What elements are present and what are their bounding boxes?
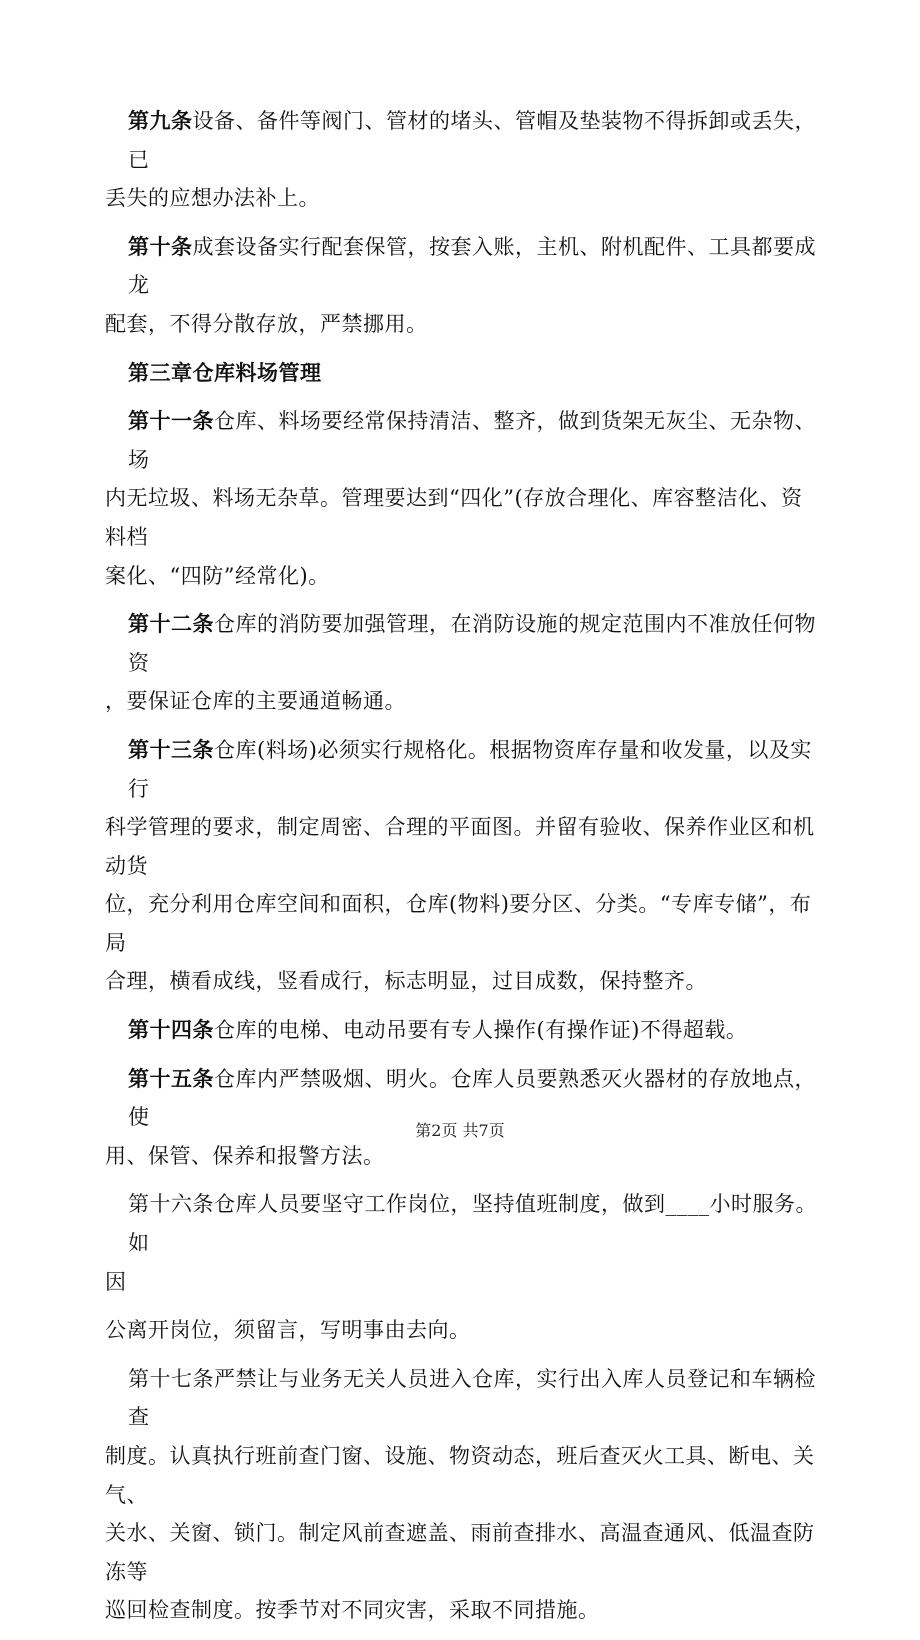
article-14-lead: 第十四条	[128, 1017, 214, 1043]
article-10-text-1: 成套设备实行配套保管，按套入账，主机、附机配件、工具都要成龙	[128, 234, 816, 298]
article-9-lead: 第九条	[128, 108, 193, 133]
article-16-text-3: 公离开岗位，须留言，写明事由去向。	[105, 1318, 471, 1343]
article-10	[105, 228, 818, 344]
article-10-text-2: 配套，不得分散存放，严禁挪用。	[105, 311, 428, 336]
article-11-text-1: 仓库、料场要经常保持清洁、整齐，做到货架无灰尘、无杂物、场	[128, 409, 816, 472]
article-10-lead: 第十条	[128, 233, 193, 259]
article-16-text-1: 第十六条仓库人员要坚守工作岗位，坚持值班制度，做到____小时服务。如	[128, 1192, 817, 1256]
article-17	[105, 1360, 818, 1630]
article-16-text-2: 因	[105, 1269, 127, 1294]
article-11	[105, 402, 818, 595]
article-13-text-2: 科学管理的要求，制定周密、合理的平面图。并留有验收、保养作业区和机动货	[105, 815, 815, 878]
article-17-text-1: 第十七条严禁让与业务无关人员进入仓库，实行出入库人员登记和车辆检查	[128, 1366, 816, 1430]
article-11-text-3: 案化、“四防”经常化)。	[105, 563, 330, 588]
article-14	[128, 1011, 818, 1050]
article-17-text-2: 制度。认真执行班前查门窗、设施、物资动态，班后查灭火工具、断电、关气、	[105, 1444, 815, 1507]
article-13-text-3: 位，充分利用仓库空间和面积，仓库(物料)要分区、分类。“专库专储”，布局	[105, 892, 812, 955]
article-15-text-2: 用、保管、保养和报警方法。	[105, 1143, 385, 1168]
article-13-lead: 第十三条	[128, 736, 214, 762]
article-9	[105, 102, 818, 218]
article-14-text-1: 仓库的电梯、电动吊要有专人操作(有操作证)不得超载。	[214, 1018, 748, 1043]
article-12-text-1: 仓库的消防要加强管理，在消防设施的规定范围内不准放任何物资	[128, 612, 816, 675]
article-11-text-2: 内无垃圾、料场无杂草。管理要达到“四化”(存放合理化、库容整洁化、资料档	[105, 486, 803, 549]
article-13-text-1: 仓库(料场)必须实行规格化。根据物资库存量和收发量，以及实行	[128, 737, 812, 801]
article-9-text-1: 设备、备件等阀门、管材的堵头、管帽及垫装物不得拆卸或丢失，已	[128, 109, 816, 172]
article-15-lead: 第十五条	[128, 1065, 214, 1091]
article-13	[105, 731, 818, 1001]
article-17-text-4: 巡回检查制度。按季节对不同灾害，采取不同措施。	[105, 1598, 600, 1623]
article-16	[105, 1185, 818, 1349]
article-17-text-3: 关水、关窗、锁门。制定风前查遮盖、雨前查排水、高温查通风、低温查防冻等	[105, 1521, 815, 1584]
article-12-lead: 第十二条	[128, 611, 214, 637]
article-13-text-4: 合理，横看成线，竖看成行，标志明显，过目成数，保持整齐。	[105, 969, 707, 994]
page-number: 第2页 共7页	[415, 1121, 505, 1140]
article-9-text-2: 丢失的应想办法补上。	[105, 186, 320, 211]
article-12-text-2: ，要保证仓库的主要通道畅通。	[105, 689, 406, 714]
document-body	[105, 102, 818, 1640]
article-15-text-1: 仓库内严禁吸烟、明火。仓库人员要熟悉灭火器材的存放地点，使	[128, 1066, 816, 1130]
chapter-heading: 第三章仓库料场管理	[128, 359, 322, 385]
article-12	[105, 605, 818, 721]
article-11-lead: 第十一条	[128, 408, 214, 434]
